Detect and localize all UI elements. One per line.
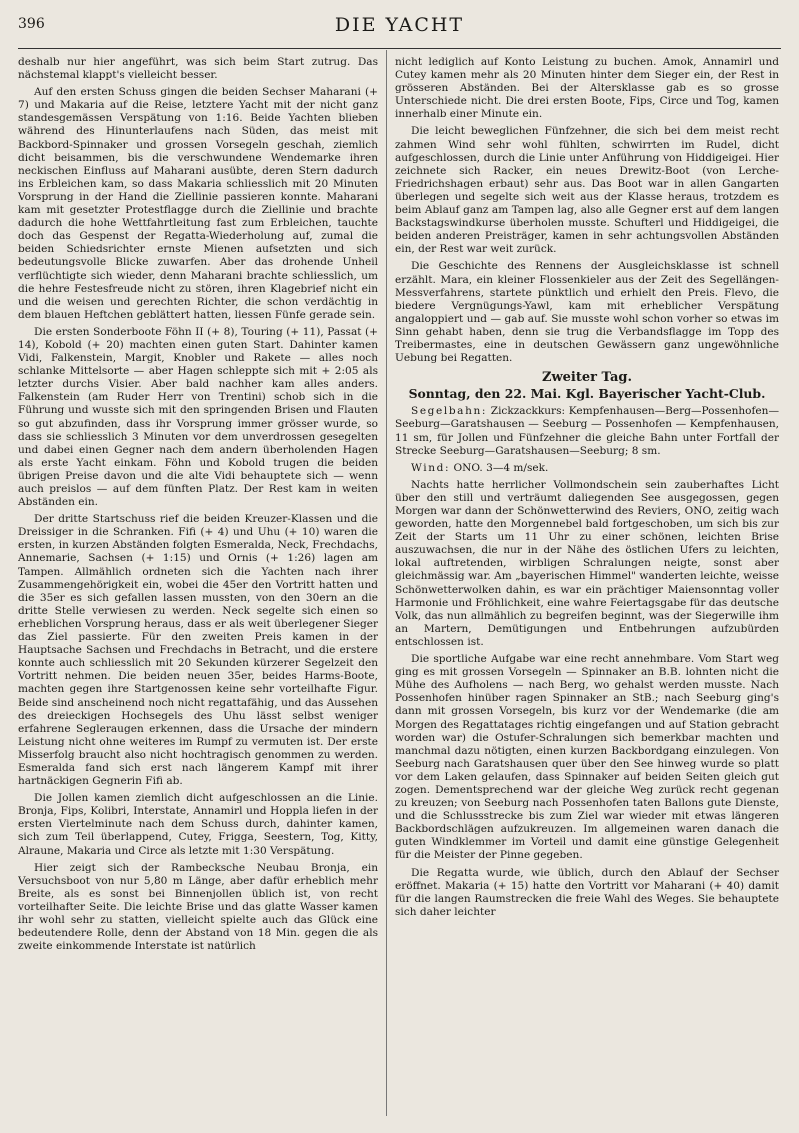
column-divider bbox=[386, 50, 387, 1116]
paragraph: Die sportliche Aufgabe war eine recht annehmbare. Vom Start weg ging es mit grossen Vorsegeln — Spinnaker an B.B. lohnten nicht die Mühe des Aufholens — nach Berg, wo gehalst werden musste. Nach Possenhofen hinüber ragen Spinnaker an StB.; nach Seeburg ging's dann mit grossen Vorsegeln, bis kurz vor der Wendemarke (die am Morgen des Regattatages richtig eingefangen und auf Station gebracht worden war) die Ostufer-Schralungen sich bemerkbar machten und manchmal dazu nötigten, einen kurzen Backbordgang einzulegen. Von Seeburg nach Garatshausen quer über den See hinweg wurde so platt vor dem Laken gelaufen, dass Spinnaker auf beiden Seiten gleich gut zogen. Dementsprechend war der gleiche Weg zurück recht gegenan zu kreuzen; von Seeburg nach Possenhofen taten Ballons gute Dienste, und die Schlussstrecke bis zum Ziel war wieder mit etwas längeren Backbordschlägen aufzukreuzen. Im allgemeinen waren danach die guten Windklemmer im Vorteil und damit eine günstige Gelegenheit für die Meister der Pinne gegeben. bbox=[395, 653, 779, 862]
course-label: Segelbahn: bbox=[411, 405, 488, 418]
wind-label: Wind: bbox=[411, 461, 451, 474]
paragraph: Die Jollen kamen ziemlich dicht aufgeschlossen an die Linie. Bronja, Fips, Kolibri, Interstate, Annamirl und Hoppla liefen in der ersten Viertelminute nach dem Schuss durch, dahinter kamen, sich zum Teil überlappend, Cutey, Frigga, Seestern, Tog, Kitty, Alraune, Makaria und Circe als letzte mit 1:30 Verspätung. bbox=[18, 792, 378, 857]
wind-paragraph bbox=[395, 462, 779, 475]
day-heading: Zweiter Tag. bbox=[541, 370, 632, 386]
running-title: DIE YACHT bbox=[334, 14, 465, 36]
paragraph: Die leicht beweglichen Fünfzehner, die sich bei dem meist recht zahmen Wind sehr wohl fühlten, schwirrten im Rudel, dicht aufgeschlossen, durch die Linie unter Anführung von Hiddigeigei. Hier zeichnete sich Racker, ein neues Drewitz-Boot (von Lerche-Friedrichshagen erbaut) sehr aus. Das Boot war in allen Gangarten überlegen und segelte sich weit aus der Klasse heraus, trotzdem es beim Ablauf ganz am Tampen lag, also alle Gegner erst auf dem langen Backstagswindkurse überholen musste. Schufterl und Hiddigeigei, die beiden anderen Preisträger, kamen in sehr achtungsvollen Abständen ein, der Rest war weit zurück. bbox=[395, 125, 779, 256]
course-text: Zickzackkurs: Kempfenhausen—Berg—Possenhofen—Seeburg—Garatshausen — Seeburg — Possenhofen — Kempfenhausen, 11 sm, für Jollen und Fünfzehner die gleiche Bahn unter Fortfall der Strecke Seeburg—Garatshausen—Seeburg; 8 sm. bbox=[395, 405, 779, 457]
right-column-intro bbox=[395, 56, 779, 365]
paragraph: nicht lediglich auf Konto Leistung zu buchen. Amok, Annamirl und Cutey kamen mehr als 20 Minuten hinter dem Sieger ein, der Rest in grösseren Abständen. Bei der Altersklasse gab es so grosse Unterschiede nicht. Die drei ersten Boote, Fips, Circe und Tog, kamen innerhalb einer Minute ein. bbox=[395, 56, 779, 121]
right-column bbox=[395, 56, 779, 1118]
right-column-body bbox=[395, 479, 779, 919]
wind-text: ONO. 3—4 m/sek. bbox=[453, 461, 549, 474]
header-rule bbox=[18, 48, 781, 49]
paragraph: Nachts hatte herrlicher Vollmondschein sein zauberhaftes Licht über den still und verträumt daliegenden See ausgegossen, gegen Morgen war dann der Schönwetterwind des Reviers, ONO, zeitig wach geworden, hatte den Morgennebel bald fortgeschoben, um sich bis zur Zeit der Starts um 11 Uhr zu einer schönen, leichten Brise auszuwachsen, die nur in der Nähe des östlichen Ufers zu leichten, lokal auftretenden, wirbligen Schralungen neigte, sonst aber gleichmässig war. Am „bayerischen Himmel" wanderten leichte, weisse Schönwetterwolken dahin, es war ein prächtiger Maiensonntag voller Harmonie und Fröhlichkeit, eine wahre Feiertagsgabe für das deutsche Volk, das nun allmählich zu begreifen beginnt, was der Siegerwille ihm an Martern, Demütigungen und Entbehrungen aufzubürden entschlossen ist. bbox=[395, 478, 779, 648]
paragraph: Die Regatta wurde, wie üblich, durch den Ablauf der Sechser eröffnet. Makaria (+ 15) hatte den Vortritt vor Maharani (+ 40) damit für die langen Raumstrecken die freie Wahl des Weges. Sie behauptete sich daher leichter bbox=[395, 866, 779, 918]
day-subheading: Sonntag, den 22. Mai. Kgl. Bayerischer Yacht-Club. bbox=[408, 386, 766, 402]
paragraph: Die ersten Sonderboote Föhn II (+ 8), Touring (+ 11), Passat (+ 14), Kobold (+ 20) machten einen guten Start. Dahinter kamen Vidi, Falkenstein, Margit, Knobler und Rakete — alles noch schlanke Mittelsorte — aber Hagen schleppte sich mit + 2:05 als letzter durchs Visier. Aber bald nachher kam alles anders. Falkenstein (am Ruder Herr von Trentini) schob sich in die Führung und wusste sich mit den springenden Brisen und Flauten so gut abzufinden, dass ihr Vorsprung immer grösser wurde, so dass sie schliesslich 3 Minuten vor dem unverdrossen gesegelten und dabei einen Gegner nach dem andern überholenden Hagen als erste Yacht einkam. Föhn und Kobold trugen die beiden übrigen Preise davon und die alte Vidi behauptete sich — wenn auch preislos — auf dem fünften Platz. Der Rest kam in weiten Abständen ein. bbox=[18, 325, 378, 509]
paragraph: Hier zeigt sich der Rambecksche Neubau Bronja, ein Versuchsboot von nur 5,80 m Länge, aber dafür erheblich mehr Breite, als es sonst bei Binnenjollen üblich ist, von recht vorteilhafter Seite. Die leichte Brise und das glatte Wasser kamen ihr wohl sehr zu statten, vielleicht spielte auch das Glück eine bedeutendere Rolle, denn der Abstand von 18 Min. gegen die als zweite einkommende Interstate ist natürlich bbox=[18, 861, 378, 953]
page-header bbox=[18, 14, 781, 40]
page-number: 396 bbox=[18, 16, 45, 32]
paragraph: Auf den ersten Schuss gingen die beiden Sechser Maharani (+ 7) und Makaria auf die Reise, letztere Yacht mit der nicht ganz standesgemässen Verspätung von 1:16. Beide Yachten blieben während des Hinunterlaufens nach Süden, das meist mit Backbord-Spinnaker und grossen Vorsegeln geschah, ziemlich dicht beisammen, bis die verschwundene Wendemarke ihren neckischen Einfluss auf Maharani ausübte, deren Stern dadurch ins Erbleichen kam, so dass Makaria schliesslich mit 20 Minuten Vorsprung in der Hand die Ziellinie passieren konnte. Maharani kam mit gesetzter Protestflagge durch die Ziellinie und brachte dadurch die hohe Wettfahrtleitung fast zum Erbleichen, tauchte doch das Gespenst der Regatta-Wiederholung auf, zumal die beiden Schiedsrichter ernste Mienen aufsetzten und sich bedeutungsvolle Blicke zuwarfen. Aber das drohende Unheil verflüchtigte sich wieder, denn Maharani brachte schliesslich, um die hehre Festesfreude nicht zu stören, ihren Klagebrief nicht ein und die weisen und gerechten Richter, die schon verdächtig in dem blauen Heftchen geblättert hatten, liessen Fünfe gerade sein. bbox=[18, 86, 378, 321]
paragraph: Der dritte Startschuss rief die beiden Kreuzer-Klassen und die Dreissiger in die Schranken. Fifi (+ 4) und Uhu (+ 10) waren die ersten, in kurzen Abständen folgten Esmeralda, Neck, Frechdachs, Annemarie, Sachsen (+ 1:15) und Ornis (+ 1:26) lagen am Tampen. Allmählich ordneten sich die Yachten nach ihrer Zusammengehörigkeit ein, wobei die 45er den Vortritt hatten und die 35er es sich gefallen lassen mussten, von den 30ern an die dritte Stelle verwiesen zu werden. Neck segelte sich einen so erheblichen Vorsprung heraus, dass er als weit überlegener Sieger das Ziel passierte. Für den zweiten Preis kamen in der Hauptsache Sachsen und Frechdachs in Betracht, und die erstere konnte auch schliesslich mit 20 Sekunden kürzerer Segelzeit den Vortritt nehmen. Die beiden neuen 35er, beides Harms-Boote, machten gegen ihre Startgenossen keine sehr vorteilhafte Figur. Beide sind anscheinend noch nicht regattafähig, und das Aussehen des dreieckigen Hochsegels des Uhu lässt selbst weniger erfahrene Segleraugen erkennen, dass die Ursache der mindern Leistung nicht ohne weiteres im Rumpf zu vermuten ist. Der erste Misserfolg braucht also nicht hochtragisch genommen zu werden. Esmeralda fand sich erst nach längerem Kampf mit ihrer hartnäckigen Gegnerin Fifi ab. bbox=[18, 513, 378, 788]
paragraph: deshalb nur hier angeführt, was sich beim Start zutrug. Das nächstemal klappt's vielleicht besser. bbox=[18, 56, 378, 82]
paragraph: Die Geschichte des Rennens der Ausgleichsklasse ist schnell erzählt. Mara, ein kleiner Flossenkieler aus der Zeit des Segellängen-Messverfahrens, startete pünktlich und erhielt den Preis. Flevo, die biedere Vergnügungs-Yawl, kam mit erheblicher Verspätung angaloppiert und — gab auf. Sie musste wohl schon vorher so etwas im Sinn gehabt haben, denn sie trug die Verbandsflagge im Topp des Treibermastes, eine in deutschen Gewässern ganz ungewöhnliche Uebung bei Regatten. bbox=[395, 260, 779, 365]
course-paragraph bbox=[395, 405, 779, 457]
left-column bbox=[18, 56, 378, 1118]
